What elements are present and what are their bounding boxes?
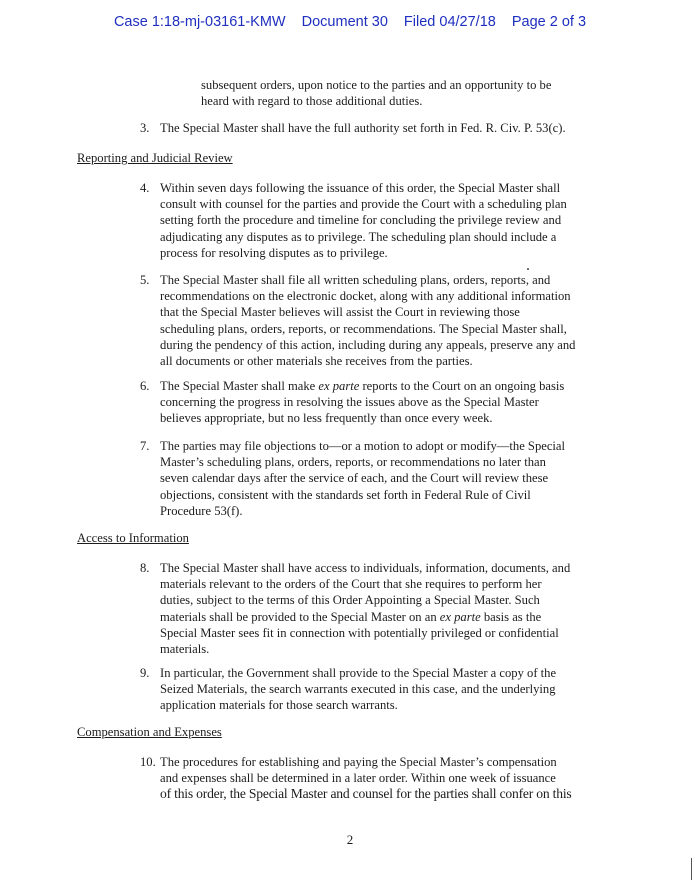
section-heading-compensation: Compensation and Expenses [77,725,222,739]
item-9-number: 9. [140,666,150,680]
item-7-paragraph [160,438,606,519]
section-heading-reporting: Reporting and Judicial Review [77,151,233,165]
text-line: Seized Materials, the search warrants executed in this case, and the underlying [160,682,556,697]
page-indicator: Page 2 of 3 [511,14,587,30]
text-line: Within seven days following the issuance of this order, the Special Master shall [160,181,561,195]
text-line: and expenses shall be determined in a later order. Within one week of issuance [160,771,556,786]
text-line: recommendations on the electronic docket, along with any additional information [160,289,571,304]
scan-speck [527,268,529,270]
text-line: materials. [160,642,210,657]
item-4-paragraph [160,180,606,261]
text-line: all documents or other materials she receives from the parties. [160,354,473,369]
text-line: The Special Master shall file all written scheduling plans, orders, reports, and [160,273,551,287]
text-line: consult with counsel for the parties and provide the Court with a scheduling plan [160,197,567,212]
text-line: subsequent orders, upon notice to the parties and an opportunity to be [201,78,552,92]
item-3-number: 3. [140,121,150,135]
item-6-number: 6. [140,379,150,393]
text-line [160,378,606,394]
item-10-paragraph [160,754,605,803]
item-8-number: 8. [140,561,150,575]
page-number: 2 [346,832,354,847]
item-7-number: 7. [140,439,150,453]
text-line: Procedure 53(f). [160,503,243,518]
section-heading-access: Access to Information [77,531,189,545]
text-line: In particular, the Government shall provide to the Special Master a copy of the [160,666,557,680]
item-10-number: 10. [140,755,156,769]
text-line: that the Special Master believes will assist the Court in reviewing those [160,305,520,320]
item-5-number: 5. [140,273,150,287]
item-5-paragraph [160,272,616,369]
text-line: scheduling plans, orders, reports, or recommendations. The Special Master shall, [160,321,567,336]
text-line: of this order, the Special Master and counsel for the parties shall confer on this [160,786,572,802]
text-line: Special Master sees fit in connection with potentially privileged or confidential [160,625,559,640]
text-line: seven calendar days after the service of each, and the Court will review these [160,471,549,486]
item-9-paragraph [160,665,600,714]
text-line: Master’s scheduling plans, orders, reports, or recommendations no later than [160,455,546,470]
text-line: setting forth the procedure and timeline for concluding the privilege review and [160,213,562,228]
italic-term: ex parte [439,609,481,624]
text-line: objections, consistent with the standards set forth in Federal Rule of Civil [160,487,531,502]
text-line: concerning the progress in resolving the issues above as the Special Master [160,395,539,410]
item-3-text: The Special Master shall have the full authority set forth in Fed. R. Civ. P. 53(c). [160,121,566,135]
text-line: materials relevant to the orders of the Court that she requires to perform her [160,577,542,592]
text-line: The procedures for establishing and paying the Special Master’s compensation [160,755,557,769]
text-run: reports to the Court on an ongoing basis [359,379,565,393]
item-6-paragraph [160,378,606,427]
text-line: The Special Master shall have access to individuals, information, documents, and [160,561,571,575]
intro-paragraph [201,77,601,109]
item-8-paragraph [160,560,610,657]
text-line [160,609,610,625]
filed-date: Filed 04/27/18 [403,14,496,30]
text-line: process for resolving disputes as to privilege. [160,245,388,260]
text-line: during the pendency of this action, including during any appeals, preserve any and [160,337,576,352]
text-line: believes appropriate, but no less frequently than once every week. [160,411,493,426]
text-line: The parties may file objections to—or a motion to adopt or modify—the Special [160,439,566,453]
text-line: application materials for those search warrants. [160,698,398,713]
text-line: heard with regard to those additional duties. [201,94,423,109]
text-line: adjudicating any disputes as to privilege. The scheduling plan should include a [160,229,557,244]
case-number: Case 1:18-mj-03161-KMW [113,14,286,30]
text-run: materials shall be provided to the Special Master on an [160,609,440,624]
italic-term: ex parte [318,379,360,393]
ecf-header [0,14,700,30]
text-run: The Special Master shall make [160,379,319,393]
text-run: basis as the [480,609,542,624]
text-line: duties, subject to the terms of this Order Appointing a Special Master. Such [160,593,540,608]
scan-edge-mark [691,858,692,880]
item-4-number: 4. [140,181,150,195]
document-number: Document 30 [301,14,388,30]
